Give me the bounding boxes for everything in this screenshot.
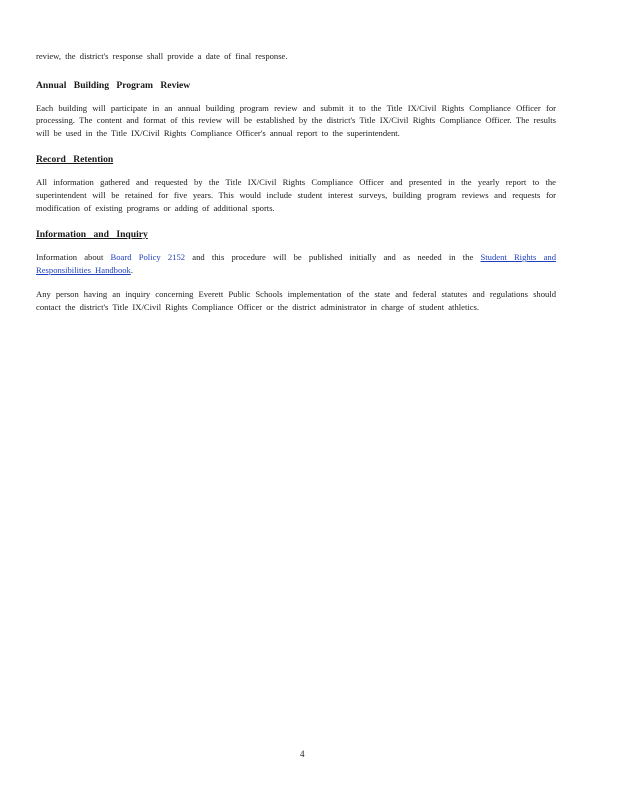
record-retention-heading: Record Retention — [36, 154, 114, 166]
information-inquiry-section — [36, 224, 556, 276]
board-policy-link[interactable]: Board Policy 2152 — [110, 252, 186, 263]
contact-paragraph: Any person having an inquiry concerning Everett Public Schools implementation of the state and federal statutes and regulations should contact the district's Title IX/Civil Rights Compliance Officer or the district administrator in charge of student athletics. — [36, 289, 556, 312]
information-inquiry-paragraph — [36, 251, 556, 276]
record-retention-section — [36, 149, 556, 214]
record-retention-paragraph: All information gathered and requested by the Title IX/Civil Rights Compliance Officer and presented in the yearly report to the superintendent will be retained for five years. This would include student interest surveys, building program reviews and requests for modification of existing programs or adding of additional sports. — [36, 177, 556, 213]
annual-review-section — [36, 75, 556, 140]
information-inquiry-text-after: and this procedure will be published initially and as needed in the — [185, 252, 481, 263]
information-inquiry-text-before: Information about — [36, 252, 111, 263]
information-inquiry-heading: Information and Inquiry — [36, 229, 148, 241]
information-inquiry-text-end: . — [130, 264, 134, 275]
student-handbook-link[interactable]: Student Rights and Responsibilities Handbook — [36, 252, 557, 275]
annual-review-paragraph: Each building will participate in an annual building program review and submit it to the Title IX/Civil Rights Compliance Officer for processing. The content and format of this review will be established by the district's Title IX/Civil Rights Compliance Officer. The results will be used in the Title IX/Civil Rights Compliance Officer's annual report to the superintendent. — [36, 102, 556, 138]
annual-review-heading: Annual Building Program Review — [36, 79, 191, 91]
intro-paragraph: review, the district's response shall provide a date of final response. — [36, 51, 288, 61]
page-number: 4 — [300, 749, 305, 759]
document-page — [36, 50, 556, 314]
